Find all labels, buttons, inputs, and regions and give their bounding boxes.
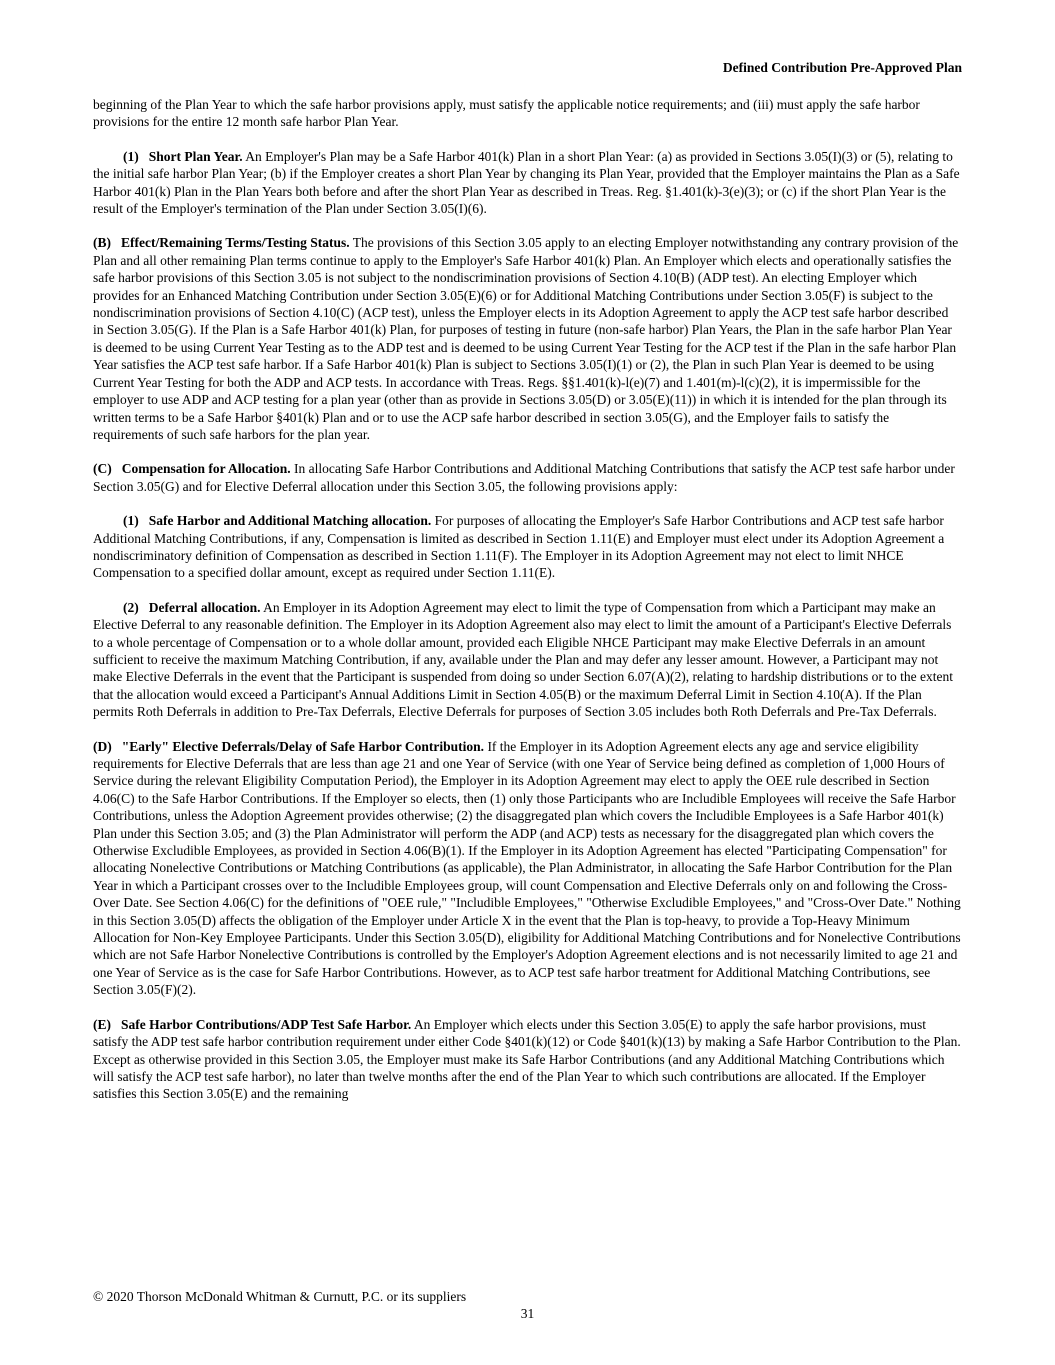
paragraph: [93, 599, 962, 721]
paragraph-lead: [123, 513, 431, 528]
page-number: 31: [520, 1306, 535, 1321]
paragraph: [93, 738, 962, 999]
paragraph: [93, 512, 962, 582]
paragraph-text: If the Employer in its Adoption Agreement elects any age and service eligibility requirements for Elective Deferrals that are less than age 21 and one Year of Service (with one Year of Service being defined as completion of 1,000 Hours of Service during the relevant Eligibility Computation Period), the Employer in its Adoption Agreement may elect to apply the OEE rule described in Section 4.06(C) to the Safe Harbor Contributions. If the Employer so elects, then (1) only those Participants who are Includible Employees will receive the Safe Harbor Contributions, unless the Adoption Agreement provides otherwise; (2) the disaggregated plan which covers the Includible Employees is a Safe Harbor 401(k) Plan under this Section 3.05; and (3) the Plan Administrator will perform the ADP (and ACP) tests as necessary for the disaggregated plan which covers the Otherwise Excludible Employees, as provided in Section 4.06(B)(1). If the Employer in its Adoption Agreement has elected "Participating Compensation" for allocating Nonelective Contributions or Matching Contributions (as applicable), the Plan Administrator, in allocating the Safe Harbor Contribution for the Plan Year in which a Participant crosses over to the Includible Employees group, will count Compensation and Elective Deferrals only on and following the Cross-Over Date. See Section 4.06(C) for the definitions of "OEE rule," "Includible Employees," "Otherwise Excludible Employees," and "Cross-Over Date." Nothing in this Section 3.05(D) affects the obligation of the Employer under Article X in the event that the Plan is top-heavy, to provide a Top-Heavy Minimum Allocation for Non-Key Employee Participants. Under this Section 3.05(D), eligibility for Additional Matching Contributions and for Nonelective Contributions which are not Safe Harbor Nonelective Contributions is controlled by the Employer's Adoption Agreement elections and is not necessarily limited to age 21 and one Year of Service as is the case for Safe Harbor Contributions. However, as to ACP test safe harbor treatment for Additional Matching Contributions, see Section 3.05(F)(2).: [93, 738, 961, 998]
paragraph-number: (1): [123, 148, 139, 164]
paragraph: [93, 234, 962, 443]
copyright-notice: © 2020 Thorson McDonald Whitman & Curnutt, P.C. or its suppliers: [93, 1289, 467, 1304]
paragraph-text: beginning of the Plan Year to which the safe harbor provisions apply, must satisfy the applicable notice requirements; and (iii) must apply the safe harbor provisions for the entire 12 month safe harbor Plan Year.: [93, 97, 920, 130]
page-footer: [93, 1288, 962, 1322]
paragraph-text: An Employer in its Adoption Agreement may elect to limit the type of Compensation from which a Participant may make an Elective Deferral to any reasonable definition. The Employer in its Adoption Agreement also may elect to limit the amount of a Participant's Elective Deferrals to a whole percentage of Compensation or to a whole dollar amount, provided each Eligible NHCE Participant may make Elective Deferrals in an amount sufficient to receive the maximum Matching Contribution, if any, available under the Plan and may defer any lesser amount. However, a Participant may not make Elective Deferrals in the event that the Participant is suspended from doing so under Section 6.07(A)(2), relating to hardship distributions or to the extent that the allocation would exceed a Participant's Annual Additions Limit in Section 4.05(B) or the maximum Deferral Limit in Section 4.10(A). If the Plan permits Roth Deferrals in addition to Pre-Tax Deferrals, Elective Deferrals for purposes of Section 3.05 includes both Roth Deferrals and Pre-Tax Deferrals.: [93, 599, 954, 720]
paragraph: [93, 148, 962, 218]
paragraph-heading: "Early" Elective Deferrals/Delay of Safe Harbor Contribution.: [121, 738, 485, 754]
paragraph-text: The provisions of this Section 3.05 apply to an electing Employer notwithstanding any contrary provision of the Plan and all other remaining Plan terms continue to apply to the Employer's Safe Harbor 401(k) Plan. An Employer which elects and operationally satisfies the safe harbor provisions of this Section 3.05 is not subject to the nondiscrimination provisions of Section 4.10(B) (ADP test). An electing Employer which provides for an Enhanced Matching Contribution under Section 3.05(E)(6) or for Additional Matching Contributions under Section 3.05(F) is subject to the nondiscrimination provisions of Section 4.10(C) (ACP test), unless the Employer elects in its Adoption Agreement to apply the ACP test safe harbor described in Section 3.05(G). If the Plan is a Safe Harbor 401(k) Plan, for purposes of testing in future (non-safe harbor) Plan Years, the Plan in the safe harbor Plan Year is deemed to be using Current Year Testing as to the ADP test and is deemed to be using Current Year Testing for the ACP test if the Plan in the safe harbor Plan Year satisfies the ACP test safe harbor. If a Safe Harbor 401(k) Plan is subject to Sections 3.05(I)(1) or (2), the Plan in such Plan Year is deemed to be using Current Year Testing for both the ADP and ACP tests. In accordance with Treas. Regs. §§1.401(k)-l(e)(7) and 1.401(m)-l(c)(2), it is impermissible for the employer to use ADP and ACP testing for a plan year (other than as provide in Sections 3.05(D) or 3.05(E)(11)) in which it is intended for the plan through its written terms to be a Safe Harbor §401(k) Plan and or to use the ACP safe harbor described in section 3.05(G), and the Employer fails to satisfy the requirements of such safe harbors for the plan year.: [93, 235, 959, 442]
paragraph-number: (E): [93, 1016, 111, 1032]
paragraph-lead: [123, 600, 260, 615]
paragraph-lead: [93, 739, 484, 754]
paragraph: [93, 96, 962, 131]
paragraph-heading: Short Plan Year.: [148, 148, 243, 164]
paragraph-number: (1): [123, 513, 139, 529]
paragraph-heading: Effect/Remaining Terms/Testing Status.: [121, 235, 350, 251]
paragraph-heading: Safe Harbor Contributions/ADP Test Safe Harbor.: [121, 1016, 412, 1032]
paragraph-number: (D): [93, 738, 112, 754]
paragraph: [93, 1016, 962, 1103]
paragraph: [93, 460, 962, 495]
paragraph-number: (2): [123, 599, 139, 615]
paragraph-number: (C): [93, 461, 112, 477]
paragraph-heading: Safe Harbor and Additional Matching allocation.: [148, 513, 432, 529]
paragraph-heading: Deferral allocation.: [148, 599, 261, 615]
paragraph-text: An Employer's Plan may be a Safe Harbor 401(k) Plan in a short Plan Year: (a) as provided in Sections 3.05(I)(3) or (5), relating to the initial safe harbor Plan Year; (b) if the Employer creates a short Plan Year by changing its Plan Year, provided that the Employer maintains the Plan as a Safe Harbor 401(k) Plan in the Plan Years both before and after the short Plan Year as described in Treas. Reg. §1.401(k)-3(e)(3); or (c) if the short Plan Year is the result of the Employer's termination of the Plan under Section 3.05(I)(6).: [93, 148, 960, 217]
paragraph-text: In allocating Safe Harbor Contributions and Additional Matching Contributions that satisfy the ACP test safe harbor under Section 3.05(G) and for Elective Deferral allocation under this Section 3.05, the following provisions apply:: [93, 461, 955, 494]
paragraph-number: (B): [93, 235, 111, 251]
document-body: [93, 96, 962, 1103]
paragraph-text: For purposes of allocating the Employer's Safe Harbor Contributions and ACP test safe harbor Additional Matching Contributions, if any, Compensation is limited as described in Section 1.11(E) and Employer must elect under its Adoption Agreement a nondiscriminatory definition of Compensation as described in Section 1.11(F). The Employer in its Adoption Agreement may not elect to limit NHCE Compensation to a specified dollar amount, except as required under Section 1.11(E).: [93, 513, 945, 581]
paragraph-text: An Employer which elects under this Section 3.05(E) to apply the safe harbor provisions, must satisfy the ADP test safe harbor contribution requirement under either Code §401(k)(12) or Code §401(k)(13) by making a Safe Harbor Contribution to the Plan. Except as otherwise provided in this Section 3.05, the Employer must make its Safe Harbor Contributions (and any Additional Matching Contributions which will satisfy the ACP test safe harbor), no later than twelve months after the end of the Plan Year to which such contributions are allocated. If the Employer satisfies this Section 3.05(E) and the remaining: [93, 1016, 961, 1102]
paragraph-lead: [123, 149, 243, 164]
paragraph-lead: [93, 1017, 411, 1032]
paragraph-lead: [93, 235, 350, 250]
page-header-title: Defined Contribution Pre-Approved Plan: [722, 60, 962, 75]
paragraph-heading: Compensation for Allocation.: [121, 461, 291, 477]
paragraph-lead: [93, 461, 291, 476]
